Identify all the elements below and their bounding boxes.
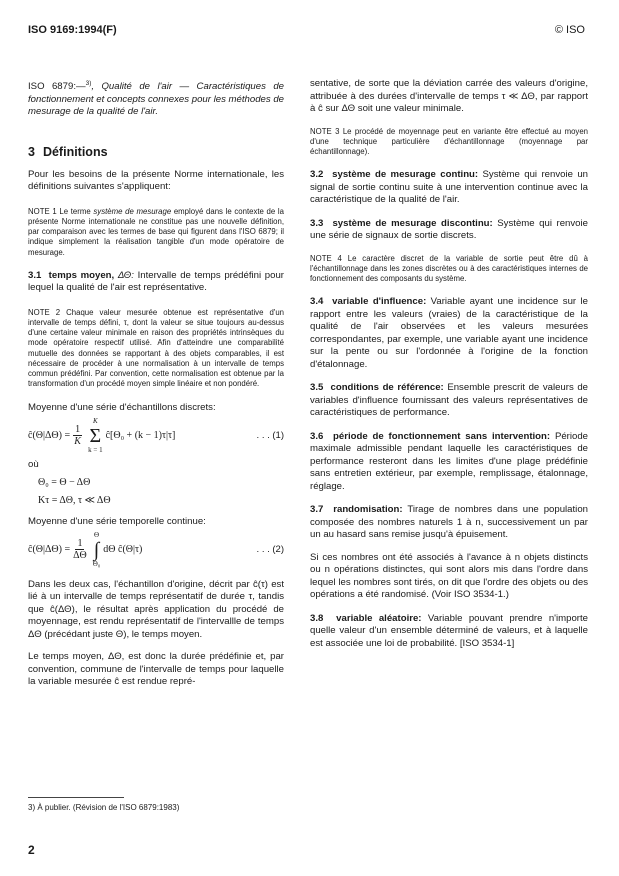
def-text: Variable pouvant prendre n'importe quelle valeur d'un ensemble déterminé de valeurs, et à laquelle est associée une loi de probabilité. [ISO 3534-1] bbox=[310, 612, 589, 649]
randomisation-paragraph: Si ces nombres ont été associés à l'avance à n objets distincts ou n opérations distinctes, qui sont alors mis dans l'ordre dans lequel les nombres sont tirés, on dit que l'ordre des objets ou des opérations a été randomisé. (Voir ISO 3534-1.) bbox=[310, 551, 588, 601]
note-4: NOTE 4 Le caractère discret de la variable de sortie peut être dû à l'échantillonnage dans les zones discrètes ou à des caractéristiques internes de fonctionnement des composants du système. bbox=[310, 253, 588, 284]
eq1-summation bbox=[88, 417, 102, 455]
definition-3-3 bbox=[310, 218, 588, 243]
definition-3-2 bbox=[310, 169, 588, 207]
section-number: 3 bbox=[28, 144, 35, 159]
definition-3-8 bbox=[310, 613, 588, 651]
eq2-int-bottom: Θ₀ bbox=[92, 559, 101, 568]
footnote-rule bbox=[28, 797, 124, 798]
definition-3-4 bbox=[310, 296, 588, 371]
def-term: variable d'influence: bbox=[332, 296, 427, 308]
where-label: où bbox=[28, 458, 39, 470]
eq1-sum-top: K bbox=[93, 416, 98, 425]
def-text: Variable ayant une incidence sur le rapport entre les valeurs (vraies) de la caractéristique de la qualité de l'air observées et les valeurs mesurées correspondantes, par exemple, une variable ayant une incidence sur la pente ou sur l'ordonnée à l'origine de la fonction d'étalonnage. bbox=[310, 296, 588, 370]
note-1 bbox=[28, 207, 284, 258]
footnote-marker: 3) bbox=[85, 80, 92, 87]
eq1-body: ĉ[Θ₀ + (k − 1)τ|τ] bbox=[105, 430, 176, 442]
page-number: 2 bbox=[28, 843, 35, 857]
eq1-numerator: 1 bbox=[75, 424, 81, 436]
def-number: 3.2 bbox=[310, 169, 324, 181]
equation-1 bbox=[28, 415, 284, 457]
definition-3-1 bbox=[28, 270, 284, 295]
def-term: système de mesurage continu: bbox=[332, 169, 479, 181]
eq1-sum-bottom: k = 1 bbox=[88, 445, 103, 454]
copyright-header: © ISO bbox=[554, 24, 585, 36]
standard-header: ISO 9169:1994(F) bbox=[28, 24, 117, 36]
section-heading bbox=[28, 145, 284, 159]
note-2: NOTE 2 Chaque valeur mesurée obtenue est représentative d'un intervalle de temps défini, τ, dont la valeur se situe toujours au-dessus d'une certaine valeur minimale en raison des propriétés intrinsèques du mode opératoire respectif utilisé. Afin d'atteindre une comparabilité mutuelle des données se rapportant à des objets comparables, il est nécessaire de procéder à une normalisation à un intervalle de temps commun prédéfini. Par convention, cette normalisation est obtenue par la transformation d'un procédé moyen simple linéaire et non pondéré. bbox=[28, 307, 284, 389]
def-term: système de mesurage discontinu: bbox=[332, 217, 493, 229]
reference-number: ISO 6879:— bbox=[28, 81, 86, 93]
eq2-fraction bbox=[73, 538, 87, 561]
reference-title: , Qualité de l'air — Caractéristiques de fonctionnement et concepts connexes pour les méthodes de mesurage de la qualité de l'air. bbox=[28, 81, 284, 118]
def-number: 3.1 bbox=[28, 269, 42, 281]
eq2-int-symbol: ∫ bbox=[93, 538, 100, 561]
reference-iso-6879 bbox=[28, 78, 284, 119]
definition-3-7 bbox=[310, 504, 588, 542]
def-number: 3.6 bbox=[310, 430, 324, 442]
def-text: Intervalle de temps prédéfini pour lequel la qualité de l'air est représentative. bbox=[28, 269, 284, 294]
eq2-body: dΘ ĉ(Θ|τ) bbox=[103, 544, 143, 556]
paragraph-both-cases: Dans les deux cas, l'échantillon d'origine, décrit par ĉ(τ) est lié à un intervalle de temps représentatif de durée τ, tandis que ĉ(ΔΘ), le résultat après application du procédé de moyennage, est rendu représentatif de l'intervallle de temps ΔΘ (précédant juste Θ), le temps moyen. bbox=[28, 578, 284, 640]
eq2-numerator: 1 bbox=[77, 538, 83, 550]
def-term: période de fonctionnement sans intervention: bbox=[333, 430, 551, 442]
eq2-int-top: Θ bbox=[94, 530, 100, 539]
note-1-text: employé dans le contexte de la présente Norme internationale ne constitue pas une nouvelle définition, par comparaison avec les termes de base qui figurent dans l'ISO 6879; il indique simplement la réalisation tangible d'un mode opératoire de mesurage. bbox=[28, 206, 284, 257]
def-text: Période maximale admissible pendant laquelle les caractéristiques de performance resteront dans les limites d'une plage prédéfinie sans entretien extérieur, par exemple, remplissage, étalonnage, réglage. bbox=[310, 430, 589, 492]
def-number: 3.7 bbox=[310, 504, 324, 516]
note-3: NOTE 3 Le procédé de moyennage peut en variante être effectué au moyen d'une technique particulière d'échantillonnage (moyennage par échantillonnage). bbox=[310, 126, 588, 156]
eq2-denominator: ΔΘ bbox=[73, 550, 87, 562]
def-number: 3.3 bbox=[310, 217, 324, 229]
continuation-paragraph: sentative, de sorte que la déviation carrée des valeurs d'origine, attribuée à des durées d'intervalle de temps τ ≪ ΔΘ, par rapport à ĉ sur ΔΘ soit une valeur minimale. bbox=[310, 78, 588, 114]
eq2-label: . . . (2) bbox=[256, 544, 284, 556]
eq1-sum-symbol: Σ bbox=[89, 424, 102, 447]
left-column bbox=[28, 78, 284, 689]
eq1-denominator: K bbox=[74, 436, 81, 448]
def-number: 3.4 bbox=[310, 296, 324, 308]
def-text: Ensemble prescrit de valeurs de variables d'influence fournissant des valeurs représentatives de caractéristiques de performance. bbox=[310, 382, 588, 419]
def-text: Système qui renvoie une série de signaux de sortie discrets. bbox=[310, 217, 588, 242]
where-line-1: Θ₀ = Θ − ΔΘ bbox=[38, 477, 91, 489]
right-column bbox=[310, 78, 588, 650]
def-number: 3.5 bbox=[310, 382, 324, 394]
eq1-label: . . . (1) bbox=[256, 430, 284, 442]
eq1-fraction bbox=[73, 424, 82, 447]
footnote-3: 3) À publier. (Révision de l'ISO 6879:1983) bbox=[28, 803, 180, 812]
def-term: conditions de référence: bbox=[330, 382, 444, 394]
def-term: variable aléatoire: bbox=[336, 612, 422, 624]
paragraph-temps-moyen: Le temps moyen, ΔΘ, est donc la durée prédéfinie et, par convention, commune de l'intervalle de temps pour laquelle la variable mesurée ĉ est rendue repré- bbox=[28, 651, 284, 688]
continuous-intro: Moyenne d'une série temporelle continue: bbox=[28, 516, 206, 528]
where-line-2: Kτ = ΔΘ, τ ≪ ΔΘ bbox=[38, 495, 111, 507]
def-term: temps moyen, bbox=[48, 269, 115, 281]
eq2-integral bbox=[93, 531, 101, 569]
def-number: 3.8 bbox=[310, 612, 324, 624]
eq1-lhs: ĉ(Θ|ΔΘ) = bbox=[28, 430, 71, 442]
section-title: Définitions bbox=[42, 144, 108, 159]
eq2-lhs: ĉ(Θ|ΔΘ) = bbox=[28, 544, 71, 556]
discrete-intro: Moyenne d'une série d'échantillons discrets: bbox=[28, 402, 216, 414]
definition-3-6 bbox=[310, 431, 588, 494]
intro-paragraph: Pour les besoins de la présente Norme internationale, les définitions suivantes s'appliquent: bbox=[28, 168, 284, 193]
def-symbol: ΔΘ: bbox=[117, 269, 134, 281]
def-text: Tirage de nombres dans une population composée des nombres naturels 1 à n, successivement un par un au hasard sans remise jusqu'à épuisement. bbox=[310, 504, 588, 541]
def-text: Système qui renvoie un signal de sortie continu suite à une intervention continue avec la caractéristique de la qualité de l'air. bbox=[310, 169, 588, 206]
note-1-term: système de mesurage bbox=[93, 206, 172, 216]
definition-3-5 bbox=[310, 382, 588, 420]
note-1-prefix: NOTE 1 Le terme bbox=[28, 206, 94, 216]
def-term: randomisation: bbox=[333, 504, 403, 516]
equation-2 bbox=[28, 529, 284, 571]
